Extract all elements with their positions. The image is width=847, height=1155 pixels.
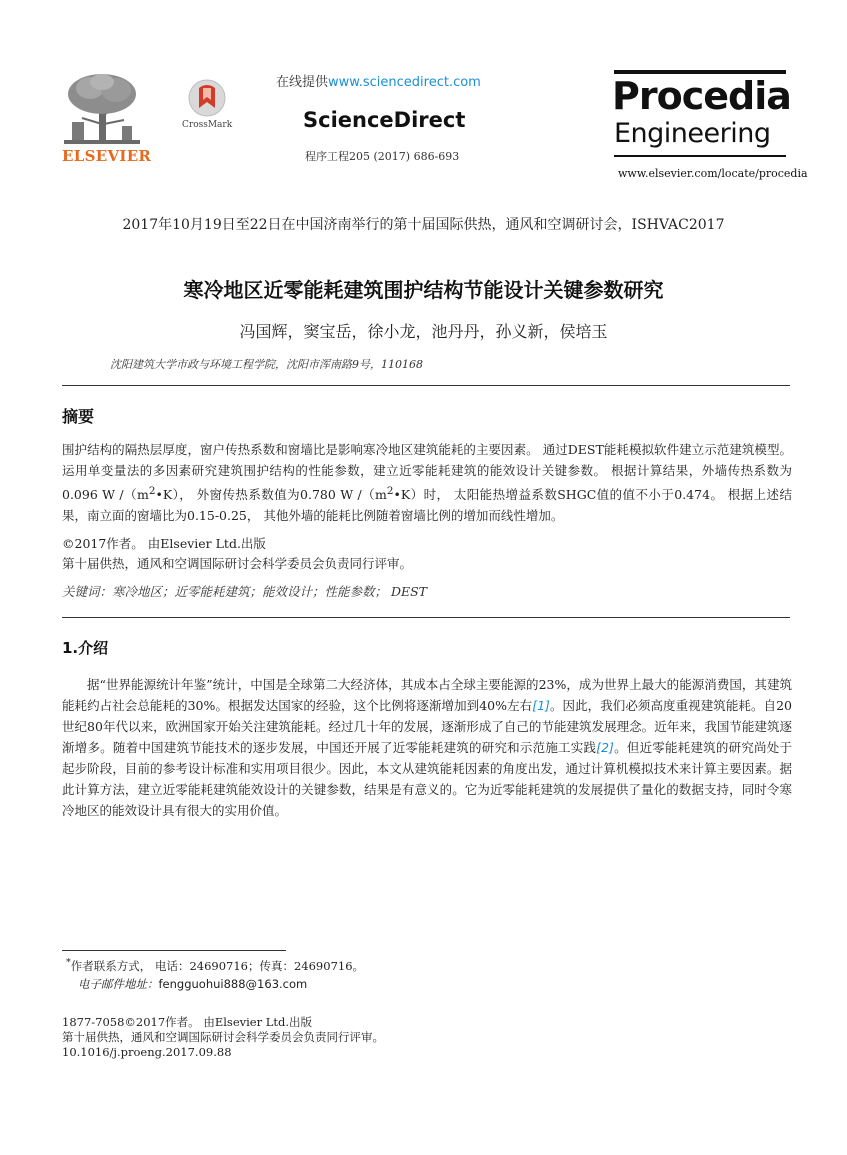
email-label: 电子邮件地址： — [78, 977, 159, 991]
author-list: 冯国辉，窦宝岳，徐小龙，池丹丹，孙义新，侯培玉 — [239, 322, 608, 341]
procedia-rule-bottom — [614, 155, 786, 157]
keywords: 关键词：寒冷地区；近零能耗建筑；能效设计；性能参数； DEST — [62, 584, 428, 599]
paper-title: 寒冷地区近零能耗建筑围护结构节能设计关键参数研究 — [183, 278, 664, 302]
divider-top — [62, 385, 790, 386]
abstract-text-part1: 围护结构的隔热层厚度，窗户传热系数和窗墙比是影响寒冷地区建筑能耗的主要因素。 通过DEST能耗模拟软件建立示范建筑模型。 运用单变量法的多因素研究建筑围护结构的性能参数，建立近零能耗建筑的能效设计关键参数。 根据计算结果，外墙传热系数为0.096 W /（m — [62, 442, 792, 503]
online-availability — [276, 71, 481, 90]
citation-link-1[interactable]: [1] — [532, 698, 550, 713]
issn-peer-review-line: 第十届供热，通风和空调国际研讨会科学委员会负责同行评审。 — [62, 1030, 384, 1044]
copyright-line: ©2017作者。 由Elsevier Ltd.出版 — [62, 536, 266, 551]
issn-block — [62, 1015, 384, 1060]
intro-body — [62, 674, 792, 821]
footnote-divider — [62, 950, 286, 951]
journal-reference: 程序工程205 (2017) 686-693 — [305, 150, 460, 163]
publisher-name: ELSEVIER — [62, 147, 152, 165]
divider-bottom — [62, 617, 790, 618]
abstract-heading: 摘要 — [62, 407, 95, 426]
footnote-email — [78, 976, 307, 992]
conference-line: 2017年10月19日至22日在中国济南举行的第十届国际供热，通风和空调研讨会，ISHVAC2017 — [122, 217, 725, 233]
sciencedirect-url[interactable]: www.sciencedirect.com — [328, 75, 481, 90]
elsevier-logo — [62, 72, 142, 146]
email-address[interactable]: fengguohui888@163.com — [158, 977, 308, 991]
intro-text-part1: 据“世界能源统计年鉴”统计，中国是全球第二大经济体，其成本占全球主要能源的23%，成为世界上最大的能源消费国，其建筑能耗约占社会总能耗的30%。根据发达国家的经验，这个比例将逐渐增加到40%左右 — [62, 677, 792, 713]
doi-line[interactable]: 10.1016/j.proeng.2017.09.88 — [62, 1045, 232, 1059]
intro-text-part2: 。因此，我们必须高度重视建筑能耗。自20世纪80年代以来，欧洲国家开始关注建筑能耗。经过几十年的发展，逐渐形成了自己的节能建筑发展理念。近年来，我国节能建筑逐渐增多。随着中国建筑节能技术的逐步发展，中国还开展了近零能耗建筑的研究和示范施工实践 — [62, 698, 792, 755]
superscript-2: 2 — [148, 485, 156, 497]
peer-review-line: 第十届供热，通风和空调国际研讨会科学委员会负责同行评审。 — [62, 556, 413, 571]
intro-text-part3: 。但近零能耗建筑的研究尚处于起步阶段，目前的参考设计标准和实用项目很少。因此，本文从建筑能耗因素的角度出发，通过计算机模拟技术来计算主要因素。据此计算方法，建立近零能耗建筑能效设计的关键参数，结果是有意义的。它为近零能耗建筑的发展提供了量化的数据支持，同时令寒冷地区的能效设计具有很大的实用价值。 — [62, 740, 792, 818]
issn-copyright-line: 1877-7058©2017作者。 由Elsevier Ltd.出版 — [62, 1015, 313, 1029]
superscript-2: 2 — [386, 485, 394, 497]
footnote-contact — [66, 957, 364, 974]
footnote-contact-text: 作者联系方式， 电话：24690716；传真：24690716。 — [70, 958, 365, 973]
elsevier-tree-icon — [62, 72, 142, 146]
abstract-copyright — [62, 534, 412, 574]
abstract-text-part3: •K）时， 太阳能热增益系数SHGC值的值不小于0.474。 根据上述结果，南立面的窗墙比为0.15-0.25， 其他外墙的能耗比例随着窗墙比例的增加而线性增加。 — [62, 487, 792, 524]
abstract-text-part2: •K）， 外窗传热系数值为0.780 W /（m — [155, 487, 387, 503]
crossmark-logo[interactable] — [185, 78, 229, 118]
crossmark-label: CrossMark — [182, 120, 233, 130]
citation-link-2[interactable]: [2] — [596, 740, 614, 755]
procedia-title-line2: Engineering — [614, 118, 771, 149]
crossmark-icon — [185, 78, 229, 118]
abstract-body — [62, 439, 792, 526]
procedia-url[interactable]: www.elsevier.com/locate/procedia — [618, 167, 808, 180]
online-prefix: 在线提供 — [276, 75, 329, 90]
footnote-marker: * — [66, 957, 71, 968]
procedia-title-line1: Procedia — [612, 74, 791, 118]
affiliation: 沈阳建筑大学市政与环境工程学院，沈阳市浑南路9号，110168 — [110, 358, 423, 371]
section-heading-intro: 1.介绍 — [62, 639, 109, 657]
sciencedirect-title: ScienceDirect — [303, 108, 466, 132]
